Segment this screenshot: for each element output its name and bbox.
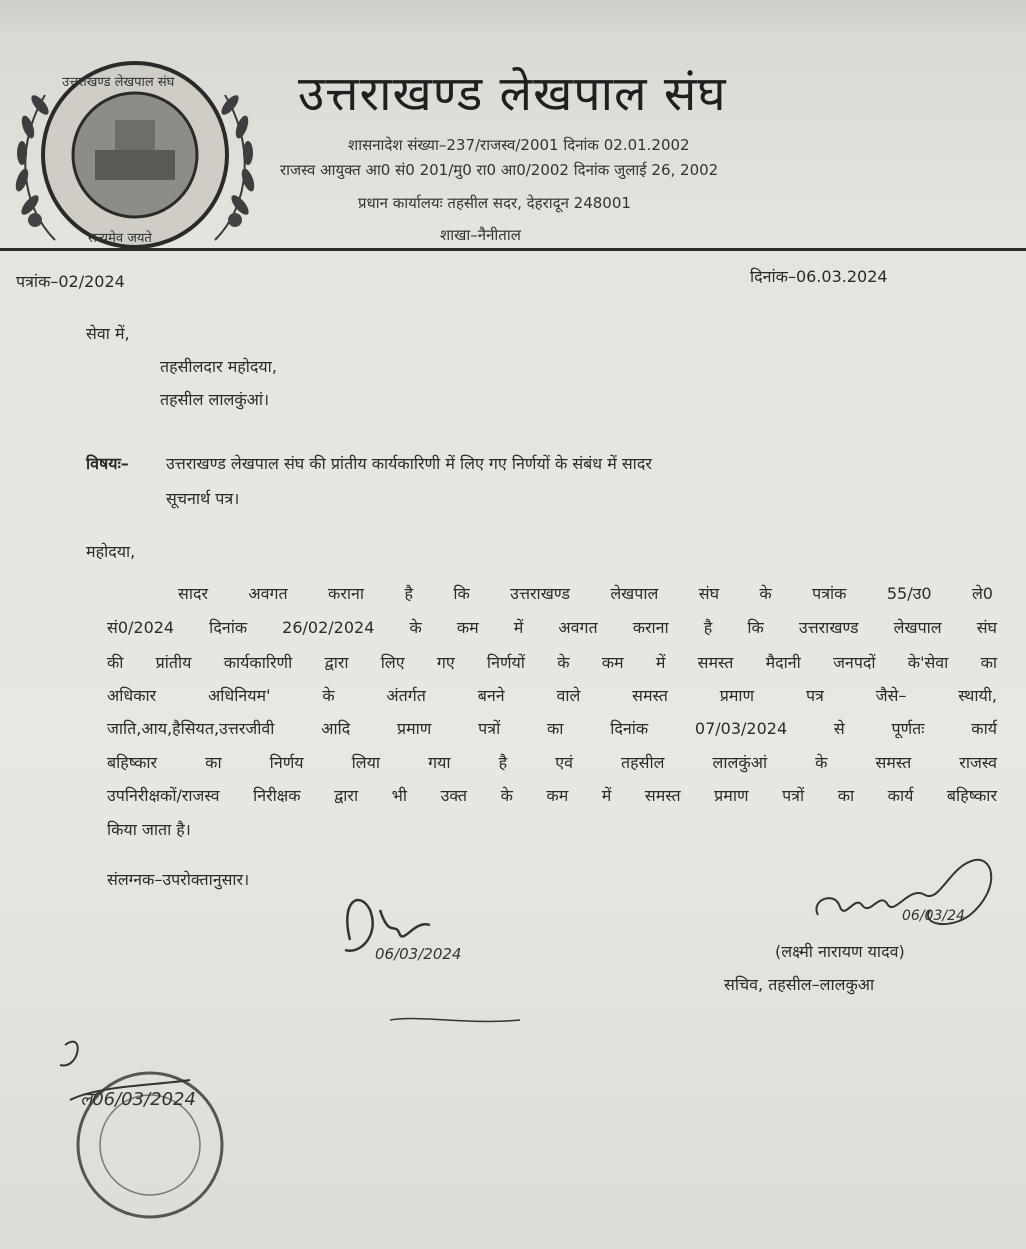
svg-text:ल06/03/2024: ल06/03/2024 <box>80 1089 196 1110</box>
body-line: किया जाता है। <box>107 820 191 839</box>
receipt-date: 06/03/2024 <box>375 945 462 963</box>
subject-line-2: सूचनार्थ पत्र। <box>166 489 240 508</box>
body-line: की प्रांतीय कार्यकारिणी द्वारा लिए गए निर्णयों के कम में समस्त मैदानी जनपदों के'सेवा का <box>107 653 997 672</box>
header-line-4: शाखा–नैनीताल <box>440 226 521 244</box>
secretary-signature-icon <box>800 845 1010 940</box>
enclosure-note: संलग्नक–उपरोक्तानुसार। <box>107 870 250 889</box>
office-stamp-icon <box>40 1025 240 1225</box>
recipient-office: तहसील लालकुंआं। <box>160 390 270 409</box>
header-line-1: शासनादेश संख्या–237/राजस्व/2001 दिनांक 02.01.2002 <box>348 136 690 154</box>
signature-date-right: 06/03/24 <box>902 908 965 924</box>
recipient-title: तहसीलदार महोदया, <box>160 357 277 376</box>
body-line: बहिष्कार का निर्णय लिया गया है एवं तहसील लालकुंआं के समस्त राजस्व <box>107 753 997 772</box>
receipt-handwriting-icon <box>320 880 560 1050</box>
letter-date: दिनांक–06.03.2024 <box>750 267 888 286</box>
to-salutation: सेवा में, <box>86 324 130 343</box>
signatory-name: (लक्ष्मी नारायण यादव) <box>775 942 905 961</box>
body-line: सादर अवगत कराना है कि उत्तराखण्ड लेखपाल संघ के पत्रांक 55/उ0 ले0 <box>178 584 993 603</box>
emblem-ring-text: उत्तराखण्ड लेखपाल संघ <box>62 75 175 90</box>
emblem-motto: सत्यमेव जयते <box>88 231 152 246</box>
body-line: जाति,आय,हैसियत,उत्तरजीवी आदि प्रमाण पत्रों का दिनांक 07/03/2024 से पूर्णतः कार्य <box>107 719 997 738</box>
subject-label: विषयः– <box>86 454 129 473</box>
header-divider <box>0 248 1026 251</box>
subject-line-1: उत्तराखण्ड लेखपाल संघ की प्रांतीय कार्यकारिणी में लिए गए निर्णयों के संबंध में सादर <box>166 454 652 473</box>
scan-top-strip <box>0 0 1026 40</box>
header-line-2: राजस्व आयुक्त आ0 सं0 201/मु0 रा0 आ0/2002 दिनांक जुलाई 26, 2002 <box>280 161 719 179</box>
greeting: महोदया, <box>86 542 136 561</box>
body-line: सं0/2024 दिनांक 26/02/2024 के कम में अवगत कराना है कि उत्तराखण्ड लेखपाल संघ <box>107 618 997 637</box>
reference-number: पत्रांक–02/2024 <box>16 272 125 291</box>
header-line-3: प्रधान कार्यालयः तहसील सदर, देहरादून 248001 <box>358 194 631 212</box>
org-title: उत्तराखण्ड लेखपाल संघ <box>298 66 727 122</box>
body-line: उपनिरीक्षकों/राजस्व निरीक्षक द्वारा भी उक्त के कम में समस्त प्रमाण पत्रों का कार्य बहिष्कार <box>107 786 997 805</box>
body-line: अधिकार अधिनियम' के अंतर्गत बनने वाले समस्त प्रमाण पत्र जैसे– स्थायी, <box>107 686 997 705</box>
signatory-title: सचिव, तहसील–लालकुआ <box>724 975 875 994</box>
